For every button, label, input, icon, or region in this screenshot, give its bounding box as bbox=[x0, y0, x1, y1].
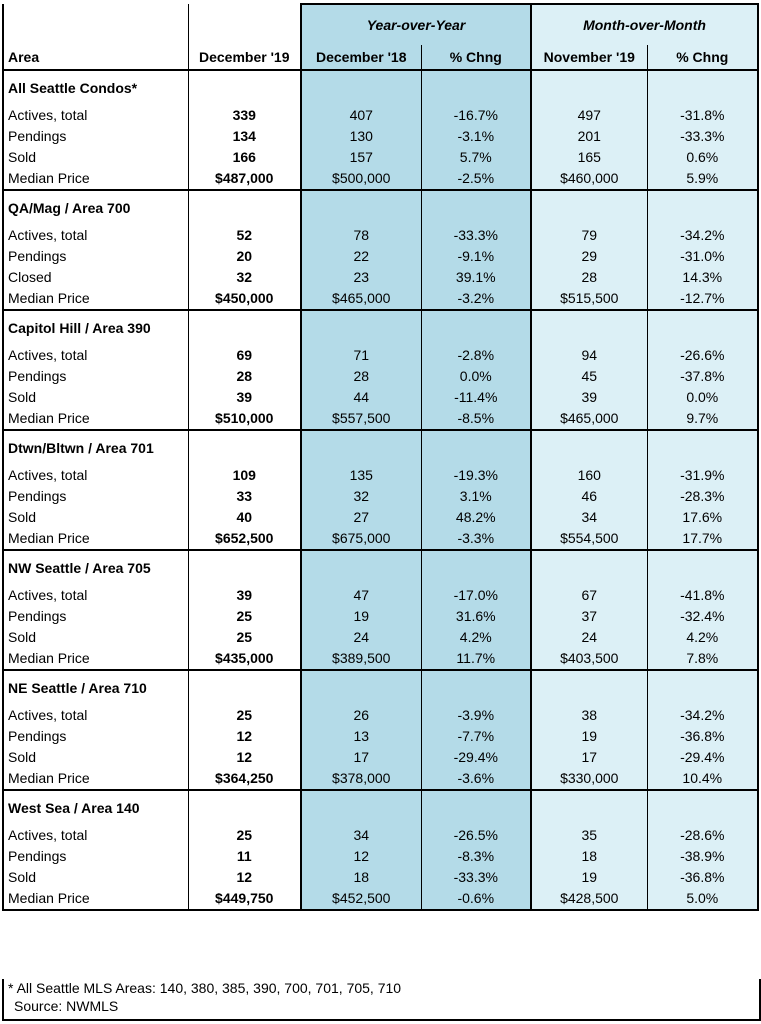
cell-yoy-chg: -3.6% bbox=[421, 768, 531, 790]
cell-dec18: 24 bbox=[301, 627, 421, 648]
cell-nov19: $515,500 bbox=[531, 288, 647, 310]
cell-dec18: 135 bbox=[301, 465, 421, 486]
row-label: Pendings bbox=[3, 606, 188, 627]
cell-nov19: 165 bbox=[531, 147, 647, 168]
row-label: Actives, total bbox=[3, 225, 188, 246]
section-name: All Seattle Condos* bbox=[3, 70, 188, 105]
cell-nov19: 79 bbox=[531, 225, 647, 246]
cell-dec19: $510,000 bbox=[188, 408, 301, 430]
cell-nov19: 201 bbox=[531, 126, 647, 147]
cell-yoy-chg: -33.3% bbox=[421, 225, 531, 246]
cell-dec19: $487,000 bbox=[188, 168, 301, 190]
cell-dec18: $389,500 bbox=[301, 648, 421, 670]
row-label: Actives, total bbox=[3, 465, 188, 486]
section-header-row bbox=[3, 310, 758, 345]
row-label: Pendings bbox=[3, 246, 188, 267]
cell-nov19: 45 bbox=[531, 366, 647, 387]
section-header-row bbox=[3, 790, 758, 825]
row-label: Closed bbox=[3, 267, 188, 288]
cell-mom-chg: -31.9% bbox=[647, 465, 758, 486]
section-name: Capitol Hill / Area 390 bbox=[3, 310, 188, 345]
cell-mom-chg: -28.3% bbox=[647, 486, 758, 507]
cell-dec18: $378,000 bbox=[301, 768, 421, 790]
cell-dec19: 28 bbox=[188, 366, 301, 387]
row-label: Sold bbox=[3, 147, 188, 168]
table-row bbox=[3, 825, 758, 846]
table-row bbox=[3, 705, 758, 726]
table-row bbox=[3, 648, 758, 670]
cell-mom-chg: -38.9% bbox=[647, 846, 758, 867]
cell-dec18: 407 bbox=[301, 105, 421, 126]
section-header-row bbox=[3, 190, 758, 225]
cell-yoy-chg: -7.7% bbox=[421, 726, 531, 747]
cell-nov19: 497 bbox=[531, 105, 647, 126]
cell-yoy-chg: 39.1% bbox=[421, 267, 531, 288]
row-label: Pendings bbox=[3, 126, 188, 147]
cell-dec18: $675,000 bbox=[301, 528, 421, 550]
cell-nov19: 160 bbox=[531, 465, 647, 486]
cell-dec18: 47 bbox=[301, 585, 421, 606]
cell-mom-chg: -41.8% bbox=[647, 585, 758, 606]
section-header-row bbox=[3, 670, 758, 705]
table-row bbox=[3, 168, 758, 190]
row-label: Sold bbox=[3, 867, 188, 888]
cell-nov19: 35 bbox=[531, 825, 647, 846]
row-label: Median Price bbox=[3, 648, 188, 670]
cell-dec19: 52 bbox=[188, 225, 301, 246]
table-row bbox=[3, 465, 758, 486]
cell-mom-chg: -34.2% bbox=[647, 225, 758, 246]
cell-mom-chg: -36.8% bbox=[647, 726, 758, 747]
cell-dec18: 34 bbox=[301, 825, 421, 846]
row-label: Median Price bbox=[3, 288, 188, 310]
row-label: Pendings bbox=[3, 846, 188, 867]
cell-dec19: 25 bbox=[188, 705, 301, 726]
col-area: Area bbox=[3, 45, 188, 70]
cell-mom-chg: -34.2% bbox=[647, 705, 758, 726]
row-label: Pendings bbox=[3, 366, 188, 387]
cell-dec19: 20 bbox=[188, 246, 301, 267]
cell-dec18: $452,500 bbox=[301, 888, 421, 910]
cell-dec19: 12 bbox=[188, 726, 301, 747]
cell-yoy-chg: -9.1% bbox=[421, 246, 531, 267]
cell-nov19: $460,000 bbox=[531, 168, 647, 190]
cell-dec19: 33 bbox=[188, 486, 301, 507]
cell-dec19: 12 bbox=[188, 747, 301, 768]
cell-yoy-chg: -17.0% bbox=[421, 585, 531, 606]
cell-yoy-chg: 48.2% bbox=[421, 507, 531, 528]
table-row bbox=[3, 867, 758, 888]
cell-mom-chg: -31.0% bbox=[647, 246, 758, 267]
cell-yoy-chg: -16.7% bbox=[421, 105, 531, 126]
col-dec19: December '19 bbox=[188, 45, 301, 70]
table-row bbox=[3, 408, 758, 430]
cell-dec19: $435,000 bbox=[188, 648, 301, 670]
col-dec18: December '18 bbox=[301, 45, 421, 70]
column-header-row bbox=[3, 45, 758, 70]
cell-mom-chg: 7.8% bbox=[647, 648, 758, 670]
cell-dec19: 25 bbox=[188, 627, 301, 648]
cell-dec18: $465,000 bbox=[301, 288, 421, 310]
section-name: QA/Mag / Area 700 bbox=[3, 190, 188, 225]
cell-dec18: 17 bbox=[301, 747, 421, 768]
cell-yoy-chg: -3.9% bbox=[421, 705, 531, 726]
cell-yoy-chg: 4.2% bbox=[421, 627, 531, 648]
cell-dec18: 18 bbox=[301, 867, 421, 888]
cell-dec19: 39 bbox=[188, 585, 301, 606]
cell-mom-chg: -29.4% bbox=[647, 747, 758, 768]
cell-yoy-chg: -29.4% bbox=[421, 747, 531, 768]
table-row bbox=[3, 528, 758, 550]
cell-mom-chg: 0.0% bbox=[647, 387, 758, 408]
cell-nov19: 24 bbox=[531, 627, 647, 648]
cell-mom-chg: -31.8% bbox=[647, 105, 758, 126]
cell-mom-chg: 5.0% bbox=[647, 888, 758, 910]
cell-dec19: 12 bbox=[188, 867, 301, 888]
cell-dec18: 26 bbox=[301, 705, 421, 726]
cell-dec18: 32 bbox=[301, 486, 421, 507]
table-row bbox=[3, 606, 758, 627]
row-label: Sold bbox=[3, 627, 188, 648]
cell-dec18: 22 bbox=[301, 246, 421, 267]
row-label: Median Price bbox=[3, 168, 188, 190]
row-label: Sold bbox=[3, 507, 188, 528]
table-row bbox=[3, 288, 758, 310]
cell-yoy-chg: -0.6% bbox=[421, 888, 531, 910]
cell-dec18: 78 bbox=[301, 225, 421, 246]
table-row bbox=[3, 888, 758, 910]
cell-dec18: 130 bbox=[301, 126, 421, 147]
cell-dec19: 25 bbox=[188, 825, 301, 846]
row-label: Pendings bbox=[3, 726, 188, 747]
cell-mom-chg: 5.9% bbox=[647, 168, 758, 190]
cell-nov19: 29 bbox=[531, 246, 647, 267]
cell-dec18: 19 bbox=[301, 606, 421, 627]
row-label: Median Price bbox=[3, 888, 188, 910]
table-row bbox=[3, 387, 758, 408]
cell-dec18: 23 bbox=[301, 267, 421, 288]
cell-dec19: 109 bbox=[188, 465, 301, 486]
cell-mom-chg: 4.2% bbox=[647, 627, 758, 648]
table-row bbox=[3, 768, 758, 790]
table-row bbox=[3, 726, 758, 747]
cell-mom-chg: -28.6% bbox=[647, 825, 758, 846]
cell-dec18: 157 bbox=[301, 147, 421, 168]
cell-dec18: 71 bbox=[301, 345, 421, 366]
cell-dec18: 44 bbox=[301, 387, 421, 408]
table-row bbox=[3, 486, 758, 507]
cell-nov19: $330,000 bbox=[531, 768, 647, 790]
cell-nov19: 34 bbox=[531, 507, 647, 528]
table-row bbox=[3, 366, 758, 387]
cell-dec19: $364,250 bbox=[188, 768, 301, 790]
row-label: Sold bbox=[3, 387, 188, 408]
row-label: Actives, total bbox=[3, 705, 188, 726]
cell-yoy-chg: -2.5% bbox=[421, 168, 531, 190]
cell-yoy-chg: -3.3% bbox=[421, 528, 531, 550]
cell-dec18: 27 bbox=[301, 507, 421, 528]
cell-nov19: 19 bbox=[531, 867, 647, 888]
cell-nov19: $554,500 bbox=[531, 528, 647, 550]
cell-mom-chg: 0.6% bbox=[647, 147, 758, 168]
section-header-row bbox=[3, 70, 758, 105]
cell-nov19: 19 bbox=[531, 726, 647, 747]
row-label: Actives, total bbox=[3, 105, 188, 126]
group-header-row bbox=[3, 4, 758, 45]
section-name: Dtwn/Bltwn / Area 701 bbox=[3, 430, 188, 465]
cell-mom-chg: 17.7% bbox=[647, 528, 758, 550]
cell-yoy-chg: -3.1% bbox=[421, 126, 531, 147]
row-label: Actives, total bbox=[3, 345, 188, 366]
cell-dec19: 339 bbox=[188, 105, 301, 126]
cell-yoy-chg: -19.3% bbox=[421, 465, 531, 486]
cell-yoy-chg: 3.1% bbox=[421, 486, 531, 507]
cell-mom-chg: -32.4% bbox=[647, 606, 758, 627]
row-label: Actives, total bbox=[3, 825, 188, 846]
cell-dec18: $557,500 bbox=[301, 408, 421, 430]
row-label: Actives, total bbox=[3, 585, 188, 606]
cell-nov19: 18 bbox=[531, 846, 647, 867]
row-label: Median Price bbox=[3, 408, 188, 430]
group-yoy: Year-over-Year bbox=[301, 4, 531, 45]
section-header-row bbox=[3, 550, 758, 585]
cell-yoy-chg: -3.2% bbox=[421, 288, 531, 310]
cell-nov19: $403,500 bbox=[531, 648, 647, 670]
col-mom-chg: % Chng bbox=[647, 45, 758, 70]
table-row bbox=[3, 846, 758, 867]
row-label: Pendings bbox=[3, 486, 188, 507]
cell-nov19: 39 bbox=[531, 387, 647, 408]
table-row bbox=[3, 246, 758, 267]
cell-nov19: $428,500 bbox=[531, 888, 647, 910]
cell-yoy-chg: -8.5% bbox=[421, 408, 531, 430]
cell-dec19: 25 bbox=[188, 606, 301, 627]
cell-dec19: 69 bbox=[188, 345, 301, 366]
cell-yoy-chg: -26.5% bbox=[421, 825, 531, 846]
cell-dec18: $500,000 bbox=[301, 168, 421, 190]
cell-dec18: 28 bbox=[301, 366, 421, 387]
cell-dec19: 32 bbox=[188, 267, 301, 288]
cell-mom-chg: 10.4% bbox=[647, 768, 758, 790]
source-note: Source: NWMLS bbox=[14, 998, 119, 1014]
cell-yoy-chg: -33.3% bbox=[421, 867, 531, 888]
col-yoy-chg: % Chng bbox=[421, 45, 531, 70]
cell-dec19: $449,750 bbox=[188, 888, 301, 910]
cell-dec18: 12 bbox=[301, 846, 421, 867]
row-label: Sold bbox=[3, 747, 188, 768]
cell-yoy-chg: 31.6% bbox=[421, 606, 531, 627]
footer bbox=[2, 979, 761, 1021]
cell-dec18: 13 bbox=[301, 726, 421, 747]
footnote: * All Seattle MLS Areas: 140, 380, 385, 390, 700, 701, 705, 710 bbox=[8, 980, 402, 996]
table-row bbox=[3, 585, 758, 606]
table-row bbox=[3, 267, 758, 288]
col-nov19: November '19 bbox=[531, 45, 647, 70]
table-row bbox=[3, 225, 758, 246]
table-body bbox=[3, 70, 758, 910]
table-row bbox=[3, 627, 758, 648]
cell-nov19: 94 bbox=[531, 345, 647, 366]
table-row bbox=[3, 507, 758, 528]
cell-yoy-chg: 11.7% bbox=[421, 648, 531, 670]
cell-mom-chg: -36.8% bbox=[647, 867, 758, 888]
cell-mom-chg: -26.6% bbox=[647, 345, 758, 366]
cell-mom-chg: 17.6% bbox=[647, 507, 758, 528]
cell-yoy-chg: -11.4% bbox=[421, 387, 531, 408]
cell-yoy-chg: 5.7% bbox=[421, 147, 531, 168]
table-row bbox=[3, 126, 758, 147]
cell-dec19: 134 bbox=[188, 126, 301, 147]
cell-yoy-chg: -8.3% bbox=[421, 846, 531, 867]
cell-yoy-chg: 0.0% bbox=[421, 366, 531, 387]
table-row bbox=[3, 105, 758, 126]
cell-mom-chg: 14.3% bbox=[647, 267, 758, 288]
table-row bbox=[3, 345, 758, 366]
table-row bbox=[3, 747, 758, 768]
cell-dec19: 11 bbox=[188, 846, 301, 867]
cell-dec19: $652,500 bbox=[188, 528, 301, 550]
cell-mom-chg: -33.3% bbox=[647, 126, 758, 147]
group-mom: Month-over-Month bbox=[531, 4, 758, 45]
market-table bbox=[2, 3, 759, 911]
cell-nov19: 67 bbox=[531, 585, 647, 606]
cell-mom-chg: -12.7% bbox=[647, 288, 758, 310]
section-name: NE Seattle / Area 710 bbox=[3, 670, 188, 705]
cell-nov19: $465,000 bbox=[531, 408, 647, 430]
section-header-row bbox=[3, 430, 758, 465]
cell-nov19: 46 bbox=[531, 486, 647, 507]
cell-dec19: 39 bbox=[188, 387, 301, 408]
section-name: West Sea / Area 140 bbox=[3, 790, 188, 825]
cell-yoy-chg: -2.8% bbox=[421, 345, 531, 366]
cell-nov19: 37 bbox=[531, 606, 647, 627]
table-row bbox=[3, 147, 758, 168]
row-label: Median Price bbox=[3, 528, 188, 550]
cell-dec19: $450,000 bbox=[188, 288, 301, 310]
cell-nov19: 28 bbox=[531, 267, 647, 288]
cell-nov19: 38 bbox=[531, 705, 647, 726]
cell-dec19: 166 bbox=[188, 147, 301, 168]
row-label: Median Price bbox=[3, 768, 188, 790]
cell-mom-chg: 9.7% bbox=[647, 408, 758, 430]
cell-nov19: 17 bbox=[531, 747, 647, 768]
section-name: NW Seattle / Area 705 bbox=[3, 550, 188, 585]
cell-mom-chg: -37.8% bbox=[647, 366, 758, 387]
cell-dec19: 40 bbox=[188, 507, 301, 528]
